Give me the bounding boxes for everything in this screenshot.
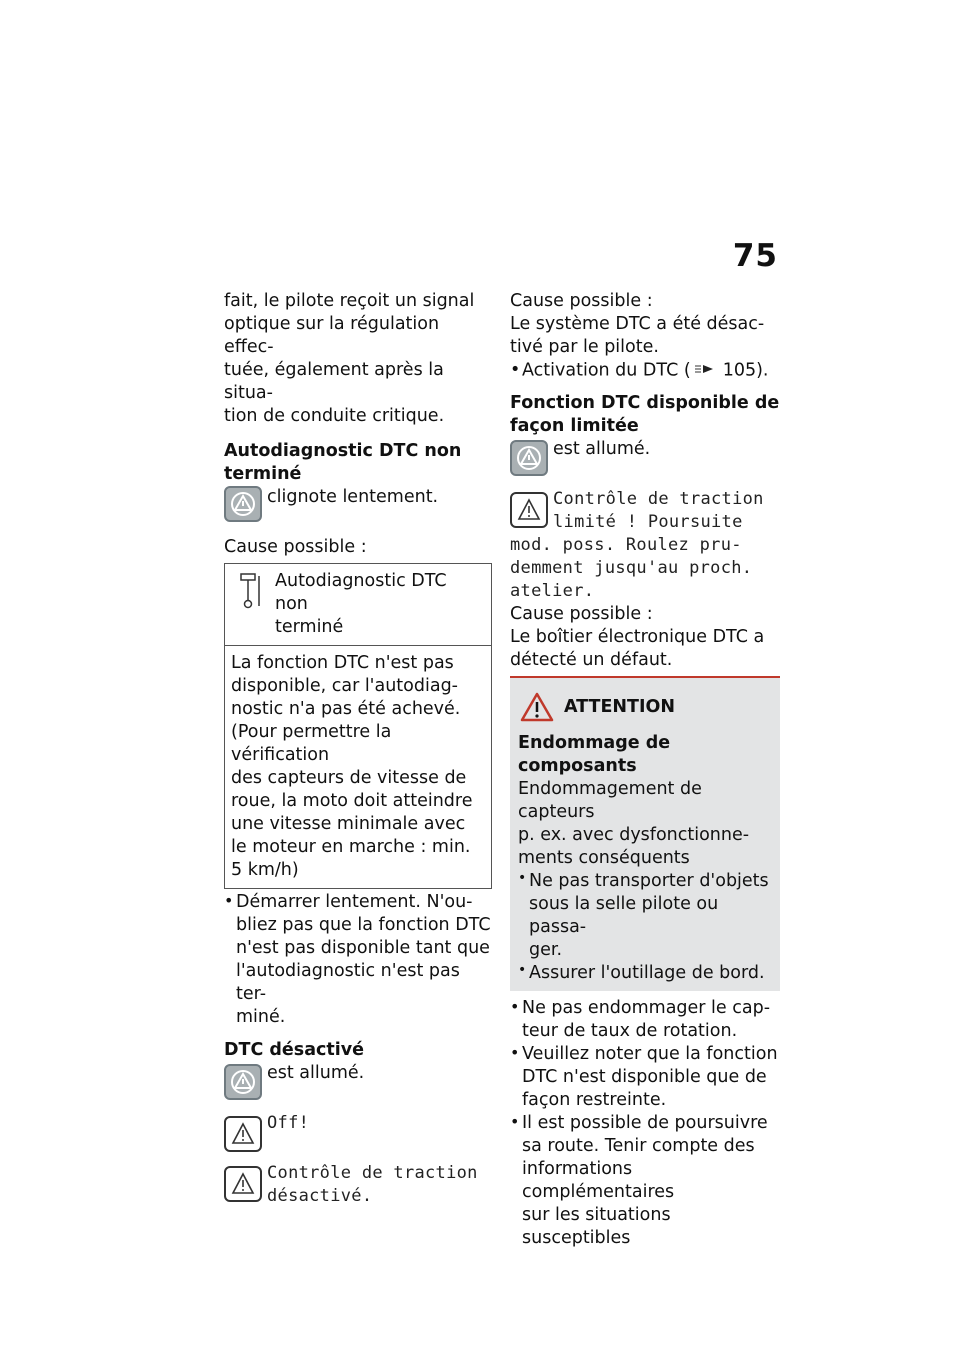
- display-message: Off!: [267, 1113, 310, 1133]
- text-line: 5 km/h): [231, 860, 299, 880]
- section-heading-autodiag: [224, 440, 492, 486]
- text-line: ger.: [529, 939, 563, 960]
- display-message: mod. poss. Roulez pru-: [510, 534, 742, 555]
- text-line: bliez pas que la fonction DTC: [236, 915, 491, 935]
- text-line: ments conséquents: [518, 847, 690, 868]
- cause-label: Cause possible :: [224, 537, 367, 557]
- display-message: Contrôle de traction: [553, 488, 764, 509]
- attention-title: ATTENTION: [564, 696, 676, 717]
- text-line: • Ne pas transporter d'objets: [529, 870, 769, 891]
- text-span: 105).: [722, 360, 769, 381]
- text-line: sous la selle pilote ou passa-: [529, 893, 719, 937]
- table-header-line: Autodiagnostic DTC non: [275, 571, 447, 614]
- heading-line: Fonction DTC disponible de: [510, 392, 780, 413]
- intro-paragraph: [224, 290, 492, 428]
- list-item: [510, 359, 780, 383]
- text-line: La fonction DTC n'est pas: [231, 653, 454, 673]
- heading-line: terminé: [224, 464, 302, 484]
- heading-line: façon limitée: [510, 415, 639, 436]
- text-line: optique sur la régulation effec-: [224, 314, 440, 357]
- cause-label: Cause possible :: [510, 291, 653, 311]
- text-line: Le système DTC a été désac-: [510, 314, 765, 334]
- warning-triangle-icon: [224, 1166, 262, 1202]
- text-span: Activation du DTC (: [522, 360, 691, 381]
- text-line: miné.: [236, 1007, 286, 1027]
- cause-label: Cause possible :: [510, 603, 653, 624]
- text-line: • Veuillez noter que la fonction: [522, 1043, 778, 1064]
- table-body: [225, 646, 491, 888]
- display-message: limité ! Poursuite: [553, 511, 743, 532]
- indicator-row: [224, 486, 492, 532]
- info-table: [224, 563, 492, 889]
- display-message-row: [224, 1162, 492, 1208]
- text-line: disponible, car l'autodiag-: [231, 676, 458, 696]
- attention-header: [518, 692, 772, 722]
- warning-light-icon: [224, 1064, 262, 1100]
- list-item: [224, 891, 492, 1029]
- display-message: désactivé.: [267, 1186, 373, 1206]
- list-item: [518, 870, 772, 962]
- attention-box: [510, 676, 780, 991]
- text-line: sa route. Tenir compte des: [522, 1135, 755, 1156]
- display-message-row: [224, 1112, 492, 1162]
- list-item: [518, 962, 772, 985]
- list-item: [510, 1112, 780, 1250]
- warning-triangle-icon: [224, 1116, 262, 1152]
- attention-subtitle: Endommage de composants: [518, 732, 671, 776]
- attention-triangle-icon: [520, 692, 554, 722]
- right-column: [510, 290, 780, 1250]
- indicator-text: clignote lentement.: [267, 487, 439, 507]
- text-line: sur les situations susceptibles: [522, 1204, 671, 1248]
- page-number: 75: [732, 238, 778, 274]
- text-line: tuée, également après la situa-: [224, 360, 444, 403]
- text-line: façon restreinte.: [522, 1089, 667, 1110]
- display-message: atelier.: [510, 580, 595, 601]
- text-line: (Pour permettre la vérification: [231, 722, 392, 765]
- list-item: [510, 997, 780, 1043]
- section-heading-dtc-off: DTC désactivé: [224, 1040, 365, 1060]
- warning-triangle-icon: [510, 492, 548, 528]
- display-message: Contrôle de traction: [267, 1163, 478, 1183]
- indicator-text: est allumé.: [267, 1063, 365, 1083]
- text-line: le moteur en marche : min.: [231, 837, 471, 857]
- text-line: • Ne pas endommager le cap-: [522, 997, 771, 1018]
- text-line: teur de taux de rotation.: [522, 1020, 738, 1041]
- indicator-text: est allumé.: [553, 438, 651, 459]
- heading-line: Autodiagnostic DTC non: [224, 441, 462, 461]
- text-line: Endommagement de capteurs: [518, 778, 702, 822]
- left-column: [224, 290, 492, 1208]
- text-line: • Démarrer lentement. N'ou-: [236, 892, 473, 912]
- text-line: une vitesse minimale avec: [231, 814, 466, 834]
- arrow-reference-icon: [695, 359, 719, 382]
- text-line: des capteurs de vitesse de: [231, 768, 467, 788]
- text-line: nostic n'a pas été achevé.: [231, 699, 461, 719]
- text-line: Le boîtier électronique DTC a: [510, 626, 765, 647]
- text-line: tion de conduite critique.: [224, 406, 445, 426]
- text-line: • Assurer l'outillage de bord.: [529, 962, 765, 983]
- text-line: tivé par le pilote.: [510, 337, 659, 357]
- text-line: n'est pas disponible tant que: [236, 938, 490, 958]
- indicator-row: [510, 438, 780, 488]
- list-item: [510, 1043, 780, 1112]
- warning-light-icon: [510, 440, 548, 476]
- text-line: DTC n'est disponible que de: [522, 1066, 767, 1087]
- indicator-row: [224, 1062, 492, 1112]
- text-line: roue, la moto doit atteindre: [231, 791, 473, 811]
- table-header-line: terminé: [275, 617, 344, 637]
- warning-light-icon: [224, 486, 262, 522]
- display-message-row: [510, 488, 780, 603]
- text-line: p. ex. avec dysfonctionne-: [518, 824, 750, 845]
- section-heading-limited: [510, 392, 780, 438]
- wrench-icon: [237, 572, 265, 614]
- display-message: demment jusqu'au proch.: [510, 557, 753, 578]
- table-header: [225, 564, 491, 646]
- text-line: • Il est possible de poursuivre: [522, 1112, 768, 1133]
- text-line: l'autodiagnostic n'est pas ter-: [236, 961, 460, 1004]
- text-line: informations complémentaires: [522, 1158, 675, 1202]
- text-line: fait, le pilote reçoit un signal: [224, 291, 475, 311]
- text-line: détecté un défaut.: [510, 649, 673, 670]
